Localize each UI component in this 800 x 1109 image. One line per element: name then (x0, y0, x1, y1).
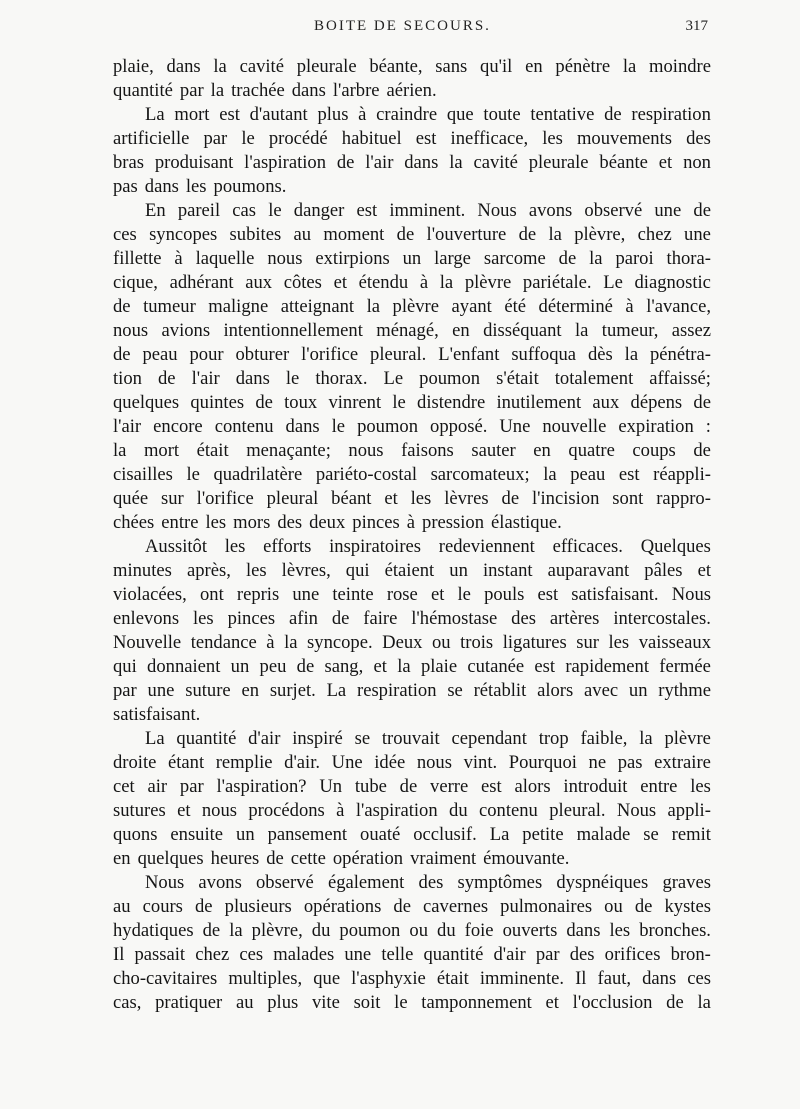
text-line: Aussitôt les efforts inspiratoires redeviennent efficaces. Quelques (145, 536, 711, 557)
running-head: BOITE DE SECOURS. (314, 18, 491, 34)
text-line: Il passait chez ces malades une telle quantité d'air par des orifices bron- (113, 944, 711, 965)
text-line: fillette à laquelle nous extirpions un large sarcome de la paroi thora- (113, 248, 711, 269)
text-line: pas dans les poumons. (113, 176, 287, 197)
text-line: au cours de plusieurs opérations de cavernes pulmonaires ou de kystes (113, 896, 711, 917)
text-line: violacées, ont repris une teinte rose et le pouls est satisfaisant. Nous (113, 584, 711, 605)
text-line: en quelques heures de cette opération vraiment émouvante. (113, 848, 570, 869)
text-line: de tumeur maligne atteignant la plèvre ayant été déterminé à l'avance, (113, 296, 711, 317)
text-line: droite étant remplie d'air. Une idée nous vint. Pourquoi ne pas extraire (113, 752, 711, 773)
text-line: de peau pour obturer l'orifice pleural. L'enfant suffoqua dès la pénétra- (113, 344, 711, 365)
text-line: cique, adhérant aux côtes et étendu à la plèvre pariétale. Le diagnostic (113, 272, 711, 293)
text-line: Nous avons observé également des symptômes dyspnéiques graves (145, 872, 711, 893)
text-line: cho-cavitaires multiples, que l'asphyxie était imminente. Il faut, dans ces (113, 968, 711, 989)
text-line: ces syncopes subites au moment de l'ouverture de la plèvre, chez une (113, 224, 711, 245)
text-line: enlevons les pinces afin de faire l'hémostase des artères intercostales. (113, 608, 711, 629)
text-line: quelques quintes de toux vinrent le distendre inutilement aux dépens de (113, 392, 711, 413)
text-line: chées entre les mors des deux pinces à pression élastique. (113, 512, 562, 533)
text-line: quons ensuite un pansement ouaté occlusif. La petite malade se remit (113, 824, 711, 845)
page-header (110, 18, 710, 40)
text-line: nous avions intentionnellement ménagé, en disséquant la tumeur, assez (113, 320, 711, 341)
text-line: sutures et nous procédons à l'aspiration du contenu pleural. Nous appli- (113, 800, 711, 821)
text-line: plaie, dans la cavité pleurale béante, sans qu'il en pénètre la moindre (113, 56, 711, 77)
text-line: artificielle par le procédé habituel est inefficace, les mouvements des (113, 128, 711, 149)
text-line: satisfaisant. (113, 704, 201, 725)
text-line: quée sur l'orifice pleural béant et les lèvres de l'incision sont rappro- (113, 488, 711, 509)
text-line: minutes après, les lèvres, qui étaient un instant auparavant pâles et (113, 560, 711, 581)
text-line: par une suture en surjet. La respiration se rétablit alors avec un rythme (113, 680, 711, 701)
text-line: qui donnaient un peu de sang, et la plaie cutanée est rapidement fermée (113, 656, 711, 677)
text-line: En pareil cas le danger est imminent. Nous avons observé une de (145, 200, 711, 221)
text-line: cet air par l'aspiration? Un tube de verre est alors introduit entre les (113, 776, 711, 797)
text-line: cas, pratiquer au plus vite soit le tamponnement et l'occlusion de la (113, 992, 711, 1013)
text-line: La quantité d'air inspiré se trouvait cependant trop faible, la plèvre (145, 728, 711, 749)
text-line: Nouvelle tendance à la syncope. Deux ou trois ligatures sur les vaisseaux (113, 632, 711, 653)
text-line: bras produisant l'aspiration de l'air dans la cavité pleurale béante et non (113, 152, 711, 173)
text-line: la mort était menaçante; nous faisons sauter en quatre coups de (113, 440, 711, 461)
text-line: hydatiques de la plèvre, du poumon ou du foie ouverts dans les bronches. (113, 920, 711, 941)
text-line: l'air encore contenu dans le poumon opposé. Une nouvelle expiration : (113, 416, 711, 437)
text-line: quantité par la trachée dans l'arbre aérien. (113, 80, 437, 101)
body-text (113, 55, 711, 1015)
text-line: La mort est d'autant plus à craindre que toute tentative de respiration (145, 104, 711, 125)
text-line: cisailles le quadrilatère pariéto-costal sarcomateux; la peau est réappli- (113, 464, 711, 485)
page-number: 317 (685, 18, 708, 34)
text-line: tion de l'air dans le thorax. Le poumon s'était totalement affaissé; (113, 368, 711, 389)
